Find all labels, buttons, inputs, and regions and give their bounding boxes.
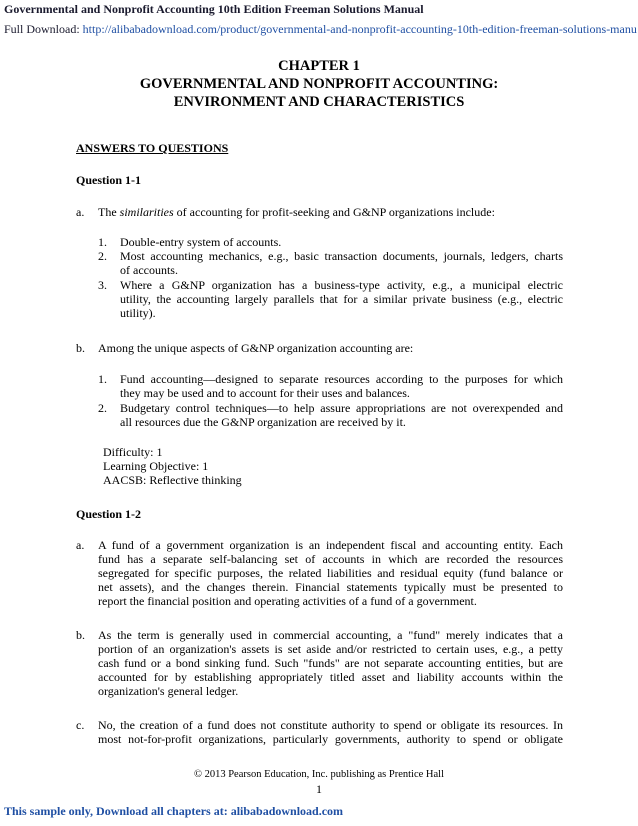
question-1-1-heading: Question 1-1	[76, 173, 142, 187]
full-download-link[interactable]: http://alibabadownload.com/product/governmental-and-nonprofit-accounting-10th-edition-freeman-solutions-manu	[82, 22, 637, 36]
q1-b-item-1-text: Fund accounting—designed to separate resources according to the purposes for which	[120, 372, 563, 386]
q2-b-line-4: accounted for by establishing appropriately titled asset and liability accounts within the	[98, 670, 563, 684]
q1-a-item-2-num: 2.	[98, 249, 107, 263]
q2-c-line-2: most not-for-profit organizations, particularly governments, authority to spend or obligate	[98, 732, 563, 746]
q1-a-text: The similarities of accounting for profit-seeking and G&NP organizations include:	[98, 205, 495, 219]
q2-b-label: b.	[76, 628, 85, 642]
header-title: Governmental and Nonprofit Accounting 10th Edition Freeman Solutions Manual	[4, 2, 424, 16]
q2-c-line-1: No, the creation of a fund does not constitute authority to spend or obligate its resources. In	[98, 718, 563, 732]
chapter-title-line-2: ENVIRONMENT AND CHARACTERISTICS	[173, 94, 465, 110]
q1-b-item-1-num: 1.	[98, 372, 107, 386]
chapter-title-line-1: GOVERNMENTAL AND NONPROFIT ACCOUNTING:	[139, 76, 499, 92]
q1-b-label: b.	[76, 341, 85, 355]
q2-a-line-5: report the financial position and operating activities of a fund of a government.	[98, 594, 477, 608]
q2-b-line-1: As the term is generally used in commercial accounting, a "fund" merely indicates that a	[98, 628, 563, 642]
full-download-label: Full Download:	[4, 22, 83, 36]
q2-a-line-4: net assets), and the changes therein. Financial statements typically must be presented to	[98, 580, 563, 594]
q1-learning-objective: Learning Objective: 1	[103, 459, 209, 473]
sample-download-note[interactable]: This sample only, Download all chapters at: alibabadownload.com	[4, 804, 344, 818]
q1-a-item-1-num: 1.	[98, 235, 107, 249]
q2-a-line-1: A fund of a government organization is an independent fiscal and accounting entity. Each	[98, 538, 563, 552]
q1-a-item-3-text: Where a G&NP organization has a business-type activity, e.g., a municipal electric	[120, 278, 563, 292]
q1-a-item-2-text: Most accounting mechanics, e.g., basic transaction documents, journals, ledgers, charts	[120, 249, 563, 263]
q1-b-item-2-text-cont: all resources due the G&NP organization are received by it.	[120, 415, 406, 429]
q2-c-label: c.	[76, 718, 85, 732]
q2-b-line-3: cash fund or a bond sinking fund. Such "funds" are not separate accounting entities, but are	[98, 656, 563, 670]
question-1-2-heading: Question 1-2	[76, 507, 142, 521]
q1-b-item-2-num: 2.	[98, 401, 107, 415]
page-number: 1	[316, 782, 322, 796]
q2-b-line-2: portion of an organization's assets is set aside and/or restricted to certain uses, e.g., a petty	[98, 642, 563, 656]
q1-a-item-3-text-end: utility).	[120, 306, 156, 320]
q1-a-label: a.	[76, 205, 85, 219]
section-heading: ANSWERS TO QUESTIONS	[76, 141, 229, 155]
q1-b-item-1-text-cont: they may be used and to account for their uses and balances.	[120, 386, 410, 400]
q1-a-item-3-num: 3.	[98, 278, 107, 292]
q2-a-line-2: fund has a separate self-balancing set of accounts in which are recorded the resources	[98, 552, 563, 566]
q1-a-item-2-text-cont: of accounts.	[120, 263, 178, 277]
copyright-footer: © 2013 Pearson Education, Inc. publishing as Prentice Hall	[193, 769, 444, 780]
q1-a-item-3-text-cont: utility, the accounting largely parallels that for a similar private business (e.g., electric	[120, 292, 563, 306]
q1-difficulty: Difficulty: 1	[103, 445, 163, 459]
q2-a-label: a.	[76, 538, 85, 552]
q2-a-line-3: segregated for specific purposes, the related liabilities and residual equity (fund balance or	[98, 566, 563, 580]
q1-a-item-1-text: Double-entry system of accounts.	[120, 235, 282, 249]
full-download-line	[4, 22, 637, 36]
q1-b-text: Among the unique aspects of G&NP organization accounting are:	[98, 341, 414, 355]
q1-aacsb: AACSB: Reflective thinking	[103, 473, 242, 487]
chapter-number: CHAPTER 1	[278, 58, 360, 74]
q2-b-line-5: organization's general ledger.	[98, 684, 239, 698]
q1-b-item-2-text: Budgetary control techniques—to help assure appropriations are not overexpended and	[120, 401, 563, 415]
